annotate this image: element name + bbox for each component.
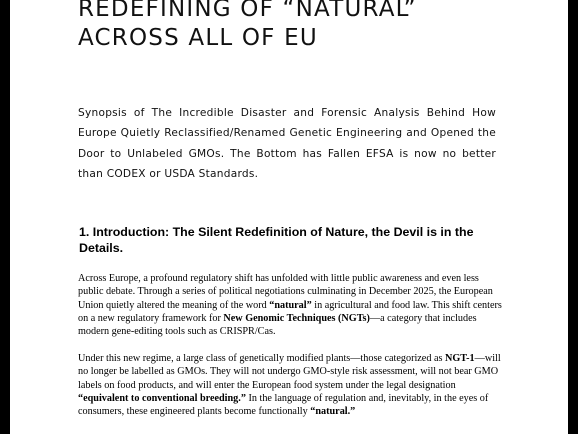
synopsis-paragraph: Synopsis of The Incredible Disaster and Forensic Analysis Behind How Europe Quietly Reclassified/Renamed Genetic Engineering and Opened the Door to Unlabeled GMOs. The Bottom has Fallen EFSA is now no better than CODEX or USDA Standards. [78, 107, 496, 180]
document-page [10, 0, 568, 434]
title-line-1: REDEFINING OF “NATURAL” [78, 0, 417, 22]
paragraph-2-bold-equivalent: “equivalent to conventional breeding.” [78, 392, 246, 404]
body-paragraph-2 [78, 352, 504, 418]
paragraph-1-text-3: —a category that includes modern gene-editing tools such as CRISPR/Cas. [78, 312, 477, 338]
paragraph-1-text-1: Across Europe, a profound regulatory shift has unfolded with little public awareness and even less public debate. Through a series of political negotiations culminating in December 2025, the European Union quietly altered the meaning of the word [78, 273, 493, 311]
paragraph-2-text-3: In the language of regulation and, inevitably, in the eyes of consumers, these engineered plants become functionally [78, 392, 489, 418]
paragraph-2-text-1: Under this new regime, a large class of genetically modified plants—those categorized as [78, 353, 446, 364]
body-paragraph-1 [78, 272, 504, 338]
document-title [78, 0, 498, 53]
title-line-2: ACROSS ALL OF EU [78, 25, 318, 51]
paragraph-2-bold-natural: “natural.” [310, 406, 356, 418]
paragraph-2-text-2: —will no longer be labelled as GMOs. They will not undergo GMO-style risk assessment, will not bear GMO labels on food products, and will enter the European food system under the legal designation [78, 353, 501, 391]
paragraph-1-bold-ngt: New Genomic Techniques (NGTs) [223, 312, 370, 324]
paragraph-2-bold-ngt1: NGT-1 [445, 353, 475, 364]
paragraph-1-text-2: in agricultural and food law. This shift centers on a new regulatory framework for [78, 299, 502, 324]
paragraph-1-bold-natural: “natural” [269, 299, 312, 311]
section-heading: 1. Introduction: The Silent Redefinition of Nature, the Devil is in the Details. [79, 225, 474, 255]
